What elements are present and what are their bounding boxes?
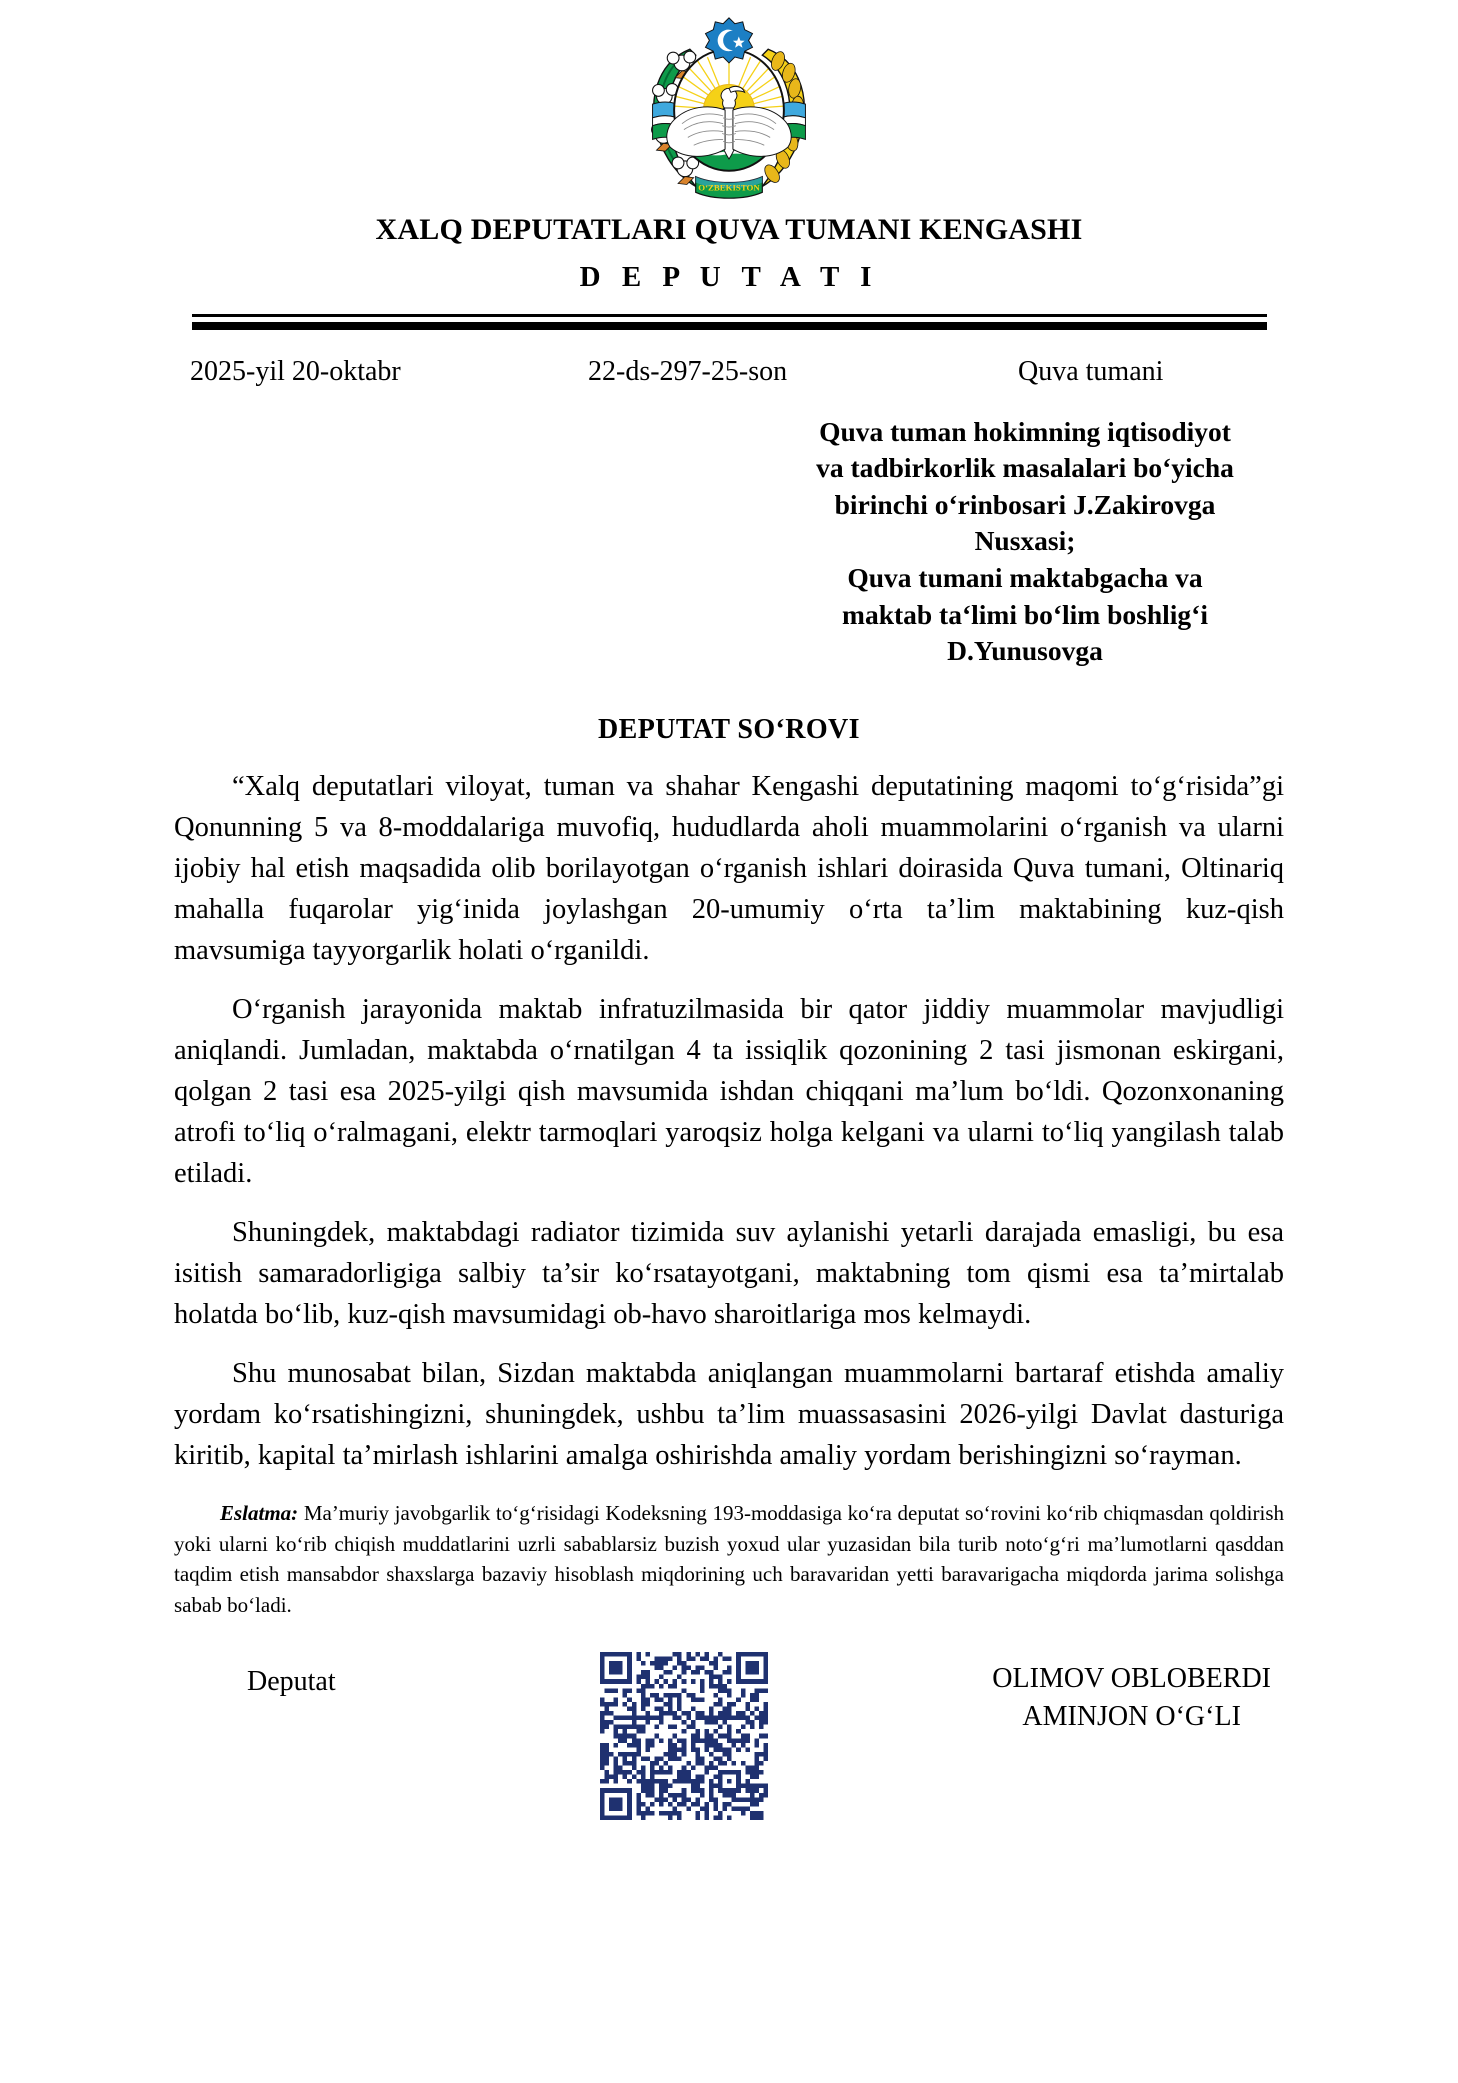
- footnote-block: [174, 1498, 1284, 1620]
- document-place: Quva tumani: [1018, 355, 1164, 387]
- body-paragraph-4: Shu munosabat bilan, Sizdan maktabda aniqlangan muammolarni bartaraf etishda amaliy yordam ko‘rsatishingizni, shuningdek, ushbu ta’lim muassasasini 2026-yilgi Davlat dasturiga kiritib, kapital ta’mirlash ishlarini amalga oshirishda amaliy yordam berishingizni so‘rayman.: [174, 1358, 1284, 1472]
- header-divider: [192, 314, 1267, 330]
- body-paragraph-1: “Xalq deputatlari viloyat, tuman va shahar Kengashi deputatining maqomi to‘g‘risida”gi Qonunning 5 va 8-moddalariga muvofiq, hududlarda aholi muammolarini o‘rganish va ularni ijobiy hal etish maqsadida olib borilayotgan o‘rganish ishlari doirasida Quva tumani, Oltinariq mahalla fuqarolar yig‘inida joylashgan 20-umumiy o‘rta ta’lim maktabining kuz-qish mavsumiga tayyorgarlik holati o‘rganildi.: [174, 770, 1284, 966]
- signature-name-line-1: OLIMOV OBLOBERDI: [992, 1662, 1271, 1694]
- signature-name-line-2: AMINJON O‘G‘LI: [1022, 1700, 1241, 1732]
- addressee-line-6: maktab ta‘limi bo‘lim boshlig‘i: [842, 598, 1208, 630]
- signature-row: [139, 1652, 1319, 1820]
- footnote-text: Ma’muriy javobgarlik to‘g‘risidagi Kodeksning 193-moddasiga ko‘ra deputat so‘rovini ko‘rib chiqmasdan qoldirish yoki ularni ko‘rib chiqish muddatlarini uzrli sabablarsiz buzish yoxud ular yuzasidan bila turib noto‘g‘ri ma’lumotlarni qasddan taqdim etish mansabdor shaxslarga bazaviy hisoblash miqdorining uch baravaridan yetti baravarigacha miqdorda jarima solishga sabab bo‘ladi.: [174, 1501, 1284, 1617]
- document-number: 22-ds-297-25-son: [588, 355, 788, 387]
- addressee-line-2: va tadbirkorlik masalalari bo‘yicha: [816, 452, 1234, 484]
- signature-name: [992, 1652, 1319, 1736]
- body-paragraph-3: Shuningdek, maktabdagi radiator tizimida suv aylanishi yetarli darajada emasligi, bu esa isitish samaradorligiga salbiy ta’sir ko‘rsatayotgani, maktabning tom qismi esa ta’mirtalab holatda bo‘lib, kuz-qish mavsumidagi ob-havo sharoitlariga mos kelmaydi.: [174, 1217, 1284, 1331]
- qr-code-icon[interactable]: [600, 1652, 768, 1820]
- addressee-block: [790, 414, 1260, 670]
- signature-qr-code[interactable]: [600, 1652, 768, 1820]
- emblem-motto: O‘ZBEKISTON: [698, 182, 760, 193]
- document-body: [174, 746, 1284, 1477]
- document-title: DEPUTAT SO‘ROVI: [598, 713, 860, 745]
- addressee-line-1: Quva tuman hokimning iqtisodiyot: [819, 415, 1231, 447]
- addressee-line-7: D.Yunusovga: [947, 635, 1103, 667]
- addressee-line-5: Quva tumani maktabgacha va: [847, 562, 1203, 594]
- emblem-container: [0, 0, 1458, 208]
- signature-role: Deputat: [247, 1665, 336, 1697]
- organization-title: XALQ DEPUTATLARI QUVA TUMANI KENGASHI: [375, 213, 1083, 246]
- document-date: 2025-yil 20-oktabr: [190, 355, 401, 387]
- uzbekistan-state-emblem-icon: [631, 12, 827, 208]
- divider-line-thick: [192, 322, 1267, 330]
- addressee-line-4: Nusxasi;: [974, 525, 1076, 557]
- organization-subtitle: D E P U T A T I: [579, 261, 879, 293]
- footnote-label: Eslatma:: [220, 1501, 299, 1526]
- addressee-line-3: birinchi o‘rinbosari J.Zakirovga: [834, 488, 1216, 520]
- body-paragraph-2: O‘rganish jarayonida maktab infratuzilmasida bir qator jiddiy muammolar mavjudligi aniqlandi. Jumladan, maktabda o‘rnatilgan 4 ta issiqlik qozonining 2 tasi jismonan eskirgani, qolgan 2 tasi esa 2025-yilgi qish mavsumida ishdan chiqqani ma’lum bo‘ldi. Qozonxonaning atrofi to‘liq o‘ralmagani, elektr tarmoqlari yaroqsiz holga kelgani va ularni to‘liq yangilash talab etiladi.: [174, 993, 1284, 1190]
- document-meta-row: [174, 356, 1284, 388]
